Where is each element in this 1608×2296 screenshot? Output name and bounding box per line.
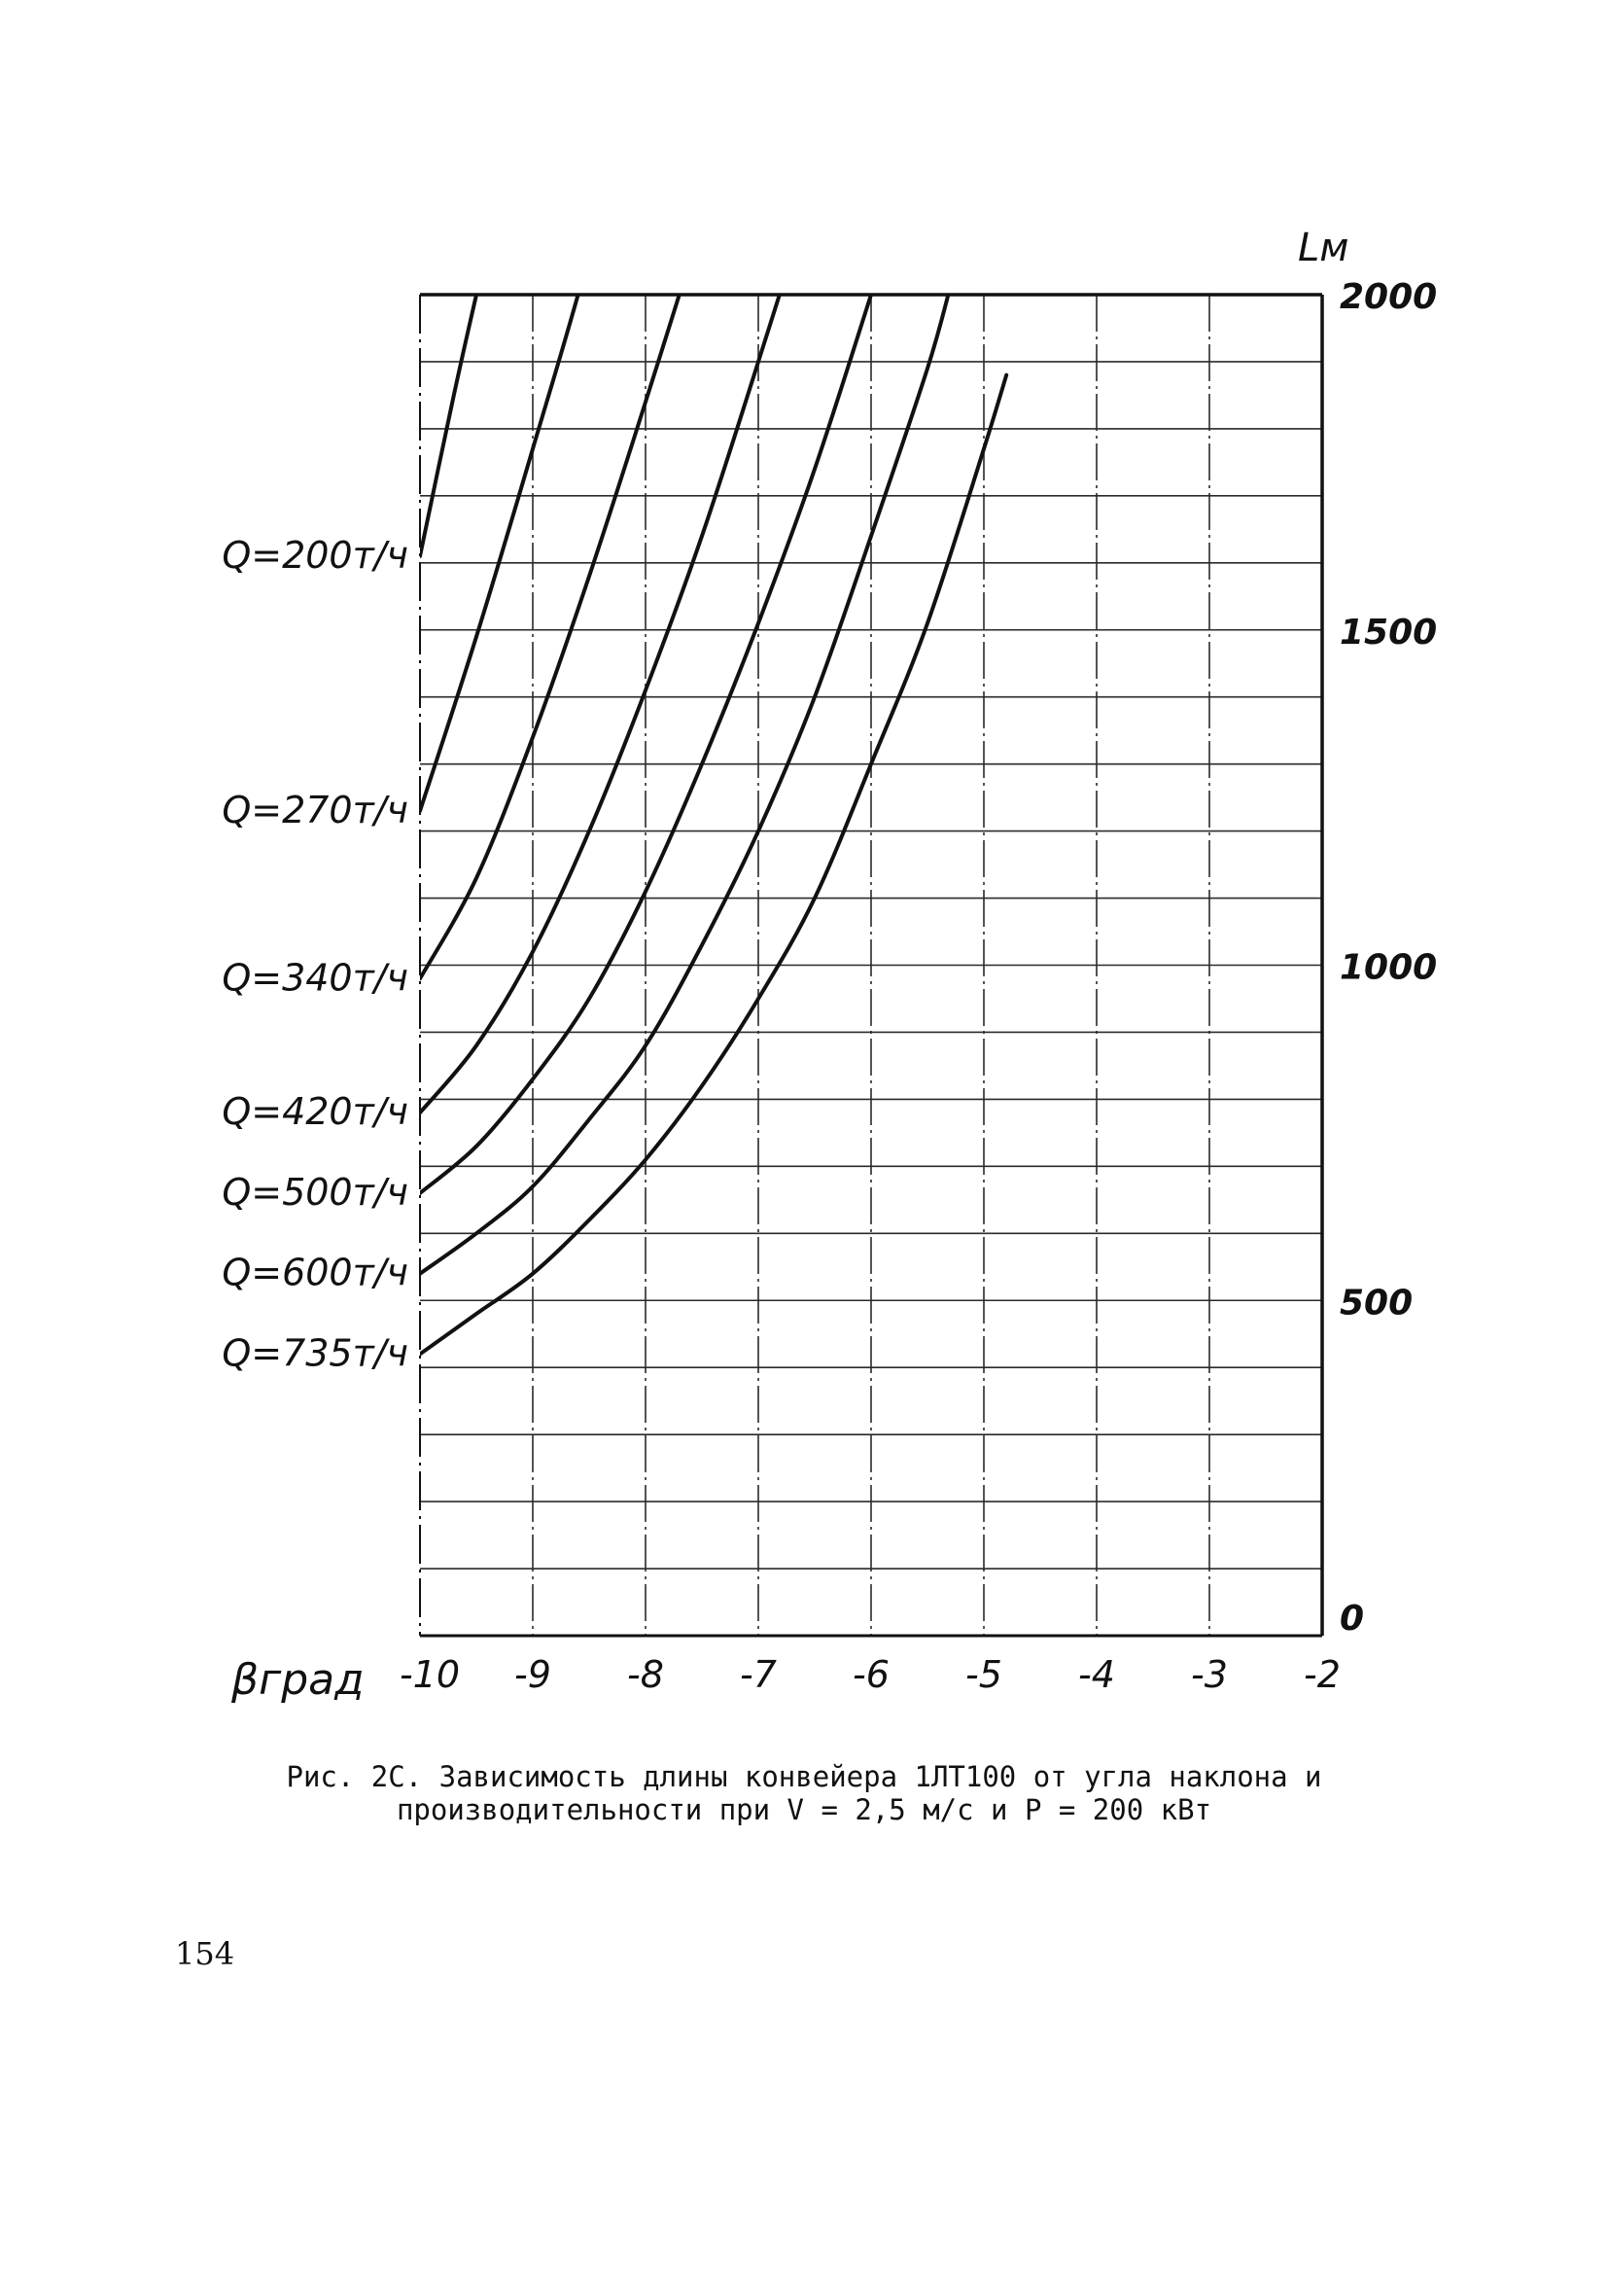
x-tick-label-7: -3	[1191, 1653, 1228, 1696]
grid	[420, 295, 1322, 1636]
y-tick-label-1: 500	[1340, 1283, 1414, 1324]
x-tick-label-1: -9	[514, 1653, 551, 1696]
tick-labels	[400, 277, 1437, 1696]
series-labels	[222, 534, 408, 1375]
series-label-4: Q=500т/ч	[222, 1170, 408, 1214]
x-tick-label-3: -7	[740, 1653, 777, 1696]
x-tick-label-0: -10	[399, 1653, 461, 1696]
y-tick-label-2: 1000	[1340, 947, 1438, 988]
series-label-1: Q=270т/ч	[222, 788, 408, 831]
series-line-4	[420, 188, 905, 1193]
series-label-2: Q=340т/ч	[222, 956, 408, 1000]
page-number: 154	[175, 1935, 235, 1972]
y-tick-label-0: 0	[1340, 1599, 1365, 1639]
y-axis-label: Lм	[1298, 226, 1349, 270]
series-label-6: Q=735т/ч	[222, 1331, 408, 1375]
caption-line-1: Рис. 2С. Зависимость длины конвейера 1ЛТ100 от угла наклона и	[286, 1760, 1322, 1793]
figure-caption	[0, 1760, 1608, 1826]
x-tick-label-8: -2	[1304, 1653, 1341, 1696]
series-label-3: Q=420т/ч	[222, 1090, 408, 1134]
series-label-5: Q=600т/ч	[222, 1251, 408, 1294]
curves	[420, 26, 1006, 1354]
x-tick-label-5: -5	[965, 1653, 1002, 1696]
caption-line-2: производительности при V = 2,5 м/с и P = 200 кВт	[396, 1793, 1212, 1826]
series-label-0: Q=200т/ч	[222, 533, 408, 577]
x-tick-label-2: -8	[627, 1653, 664, 1696]
series-line-0	[420, 295, 476, 556]
x-tick-label-4: -6	[853, 1653, 890, 1696]
x-axis-label: βград	[231, 1655, 365, 1705]
x-tick-label-6: -4	[1078, 1653, 1115, 1696]
y-tick-label-4: 2000	[1340, 277, 1438, 317]
y-tick-label-3: 1500	[1340, 612, 1438, 653]
